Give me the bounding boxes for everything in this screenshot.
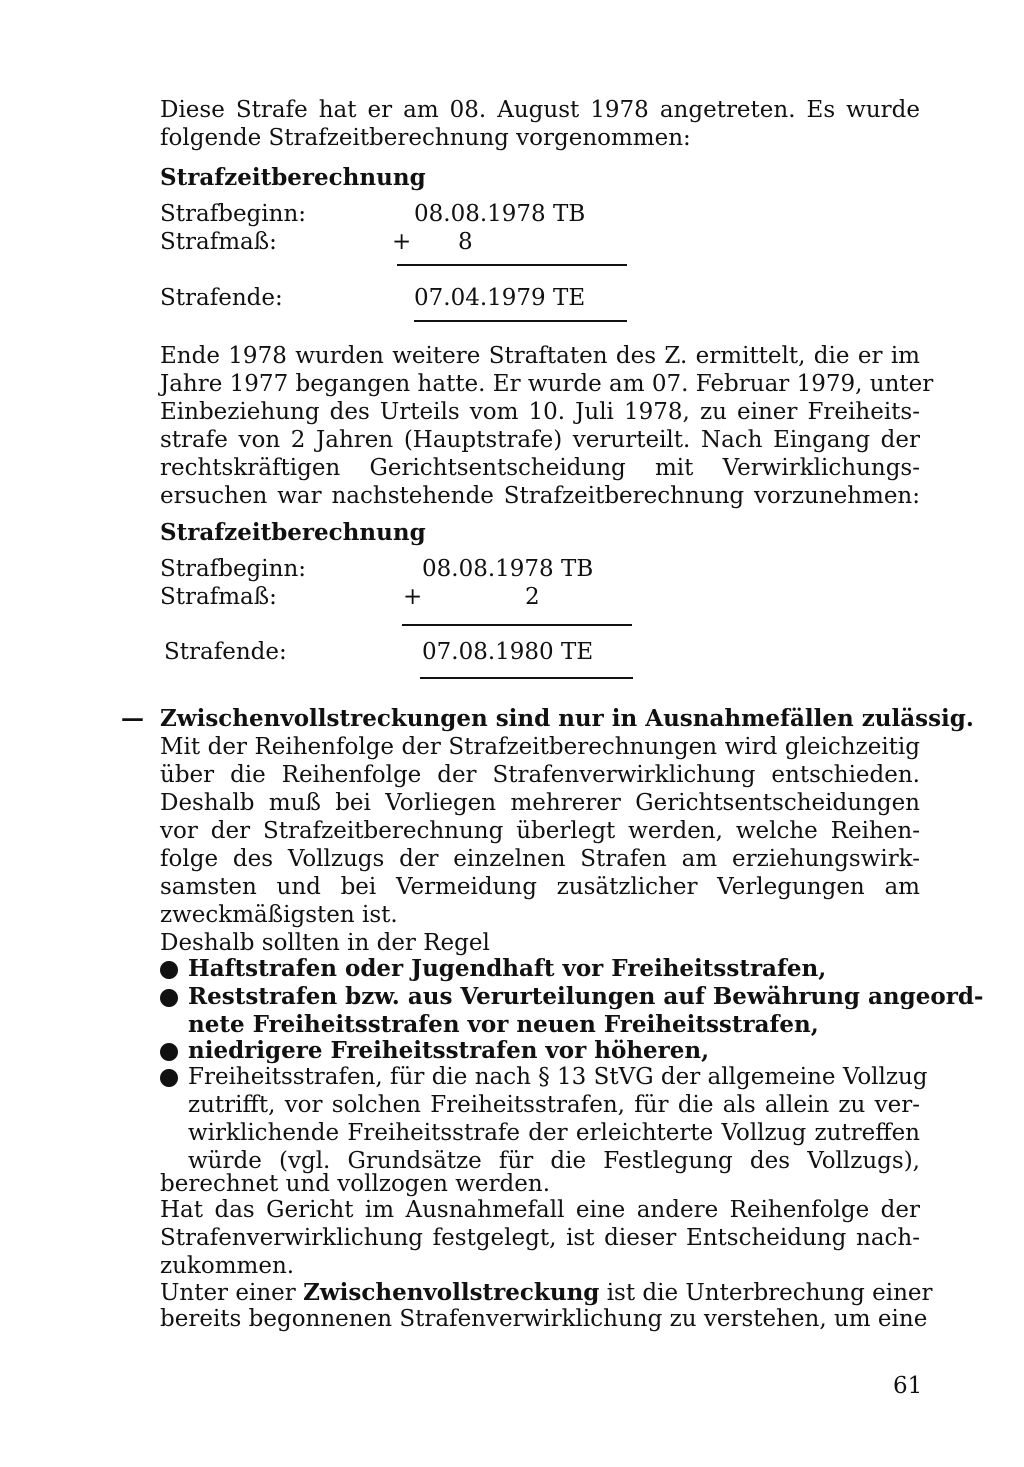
calc2-end-value: 07.08.1980 TE (422, 639, 594, 665)
para2-line-6: ersuchen war nachstehende Strafzeitberechnung vorzunehmen: (160, 483, 920, 509)
bullet-dot-2 (160, 989, 178, 1007)
bullet-4-line-1: Freiheitsstrafen, für die nach § 13 StVG der allgemeine Vollzug (188, 1064, 928, 1090)
calc1-rule-top (397, 264, 627, 266)
section-heading: Zwischenvollstreckungen sind nur in Ausnahmefällen zulässig. (160, 705, 974, 732)
last-bold-term: Zwischenvollstreckung (303, 1279, 600, 1306)
last-prefix: Unter einer (160, 1280, 296, 1306)
section-line-7: zweckmäßigsten ist. (160, 902, 398, 928)
bullet-2-line-1: Reststrafen bzw. aus Verurteilungen auf Bewährung angeord- (188, 983, 984, 1010)
section-line-1: Mit der Reihenfolge der Strafzeitberechnungen wird gleichzeitig (160, 734, 920, 760)
calc2-measure-value: 2 (525, 584, 540, 610)
calc1-end-label: Strafende: (160, 285, 283, 311)
calc1-measure-label: Strafmaß: (160, 229, 277, 255)
bullet-4-line-2: zutrifft, vor solchen Freiheitsstrafen, für die als allein zu ver- (188, 1092, 920, 1118)
para2-line-2: Jahre 1977 begangen hatte. Er wurde am 07. Februar 1979, unter (160, 371, 934, 397)
section-line-5: folge des Vollzugs der einzelnen Strafen am erziehungswirk- (160, 846, 920, 872)
para2-line-5: rechtskräftigen Gerichtsentscheidung mit Verwirklichungs- (160, 455, 920, 481)
calc1-measure-plus: + (392, 229, 412, 255)
section-dash: — (121, 705, 144, 732)
section-lead: Deshalb sollten in der Regel (160, 930, 490, 956)
section-line-2: über die Reihenfolge der Strafenverwirklichung entschieden. (160, 762, 920, 788)
section-final-line: bereits begonnenen Strafenverwirklichung zu verstehen, um eine (160, 1306, 928, 1332)
intro-line-2: folgende Strafzeitberechnung vorgenommen: (160, 125, 691, 151)
bullet-4-line-4: würde (vgl. Grundsätze für die Festlegung des Vollzugs), (188, 1148, 920, 1174)
bullet-dot-1 (160, 961, 178, 979)
calc2-start-value: 08.08.1978 TB (422, 556, 594, 582)
calc2-rule-bottom (420, 677, 633, 679)
calc1-start-value: 08.08.1978 TB (414, 201, 586, 227)
calc2-measure-label: Strafmaß: (160, 584, 277, 610)
intro-line-1: Diese Strafe hat er am 08. August 1978 angetreten. Es wurde (160, 97, 920, 123)
page-number: 61 (893, 1373, 923, 1399)
calc1-end-value: 07.04.1979 TE (414, 285, 586, 311)
calc1-rule-bottom (414, 320, 627, 322)
bullet-dot-3 (160, 1043, 178, 1061)
calc2-rule-top (402, 624, 632, 626)
section-para-line-2: Strafenverwirklichung festgelegt, ist dieser Entscheidung nach- (160, 1225, 920, 1251)
bullet-4-line-3: wirklichende Freiheitsstrafe der erleichterte Vollzug zutreffen (188, 1120, 920, 1146)
para2-line-4: strafe von 2 Jahren (Hauptstrafe) verurteilt. Nach Eingang der (160, 427, 920, 453)
calc1-measure-value: 8 (458, 229, 473, 255)
calc2-heading: Strafzeitberechnung (160, 519, 426, 546)
calc1-heading: Strafzeitberechnung (160, 164, 426, 191)
section-line-3: Deshalb muß bei Vorliegen mehrerer Gerichtsentscheidungen (160, 790, 920, 816)
last-suffix: ist die Unterbrechung einer (606, 1280, 933, 1306)
calc1-start-label: Strafbeginn: (160, 201, 307, 227)
bullet-1-line-1: Haftstrafen oder Jugendhaft vor Freiheitsstrafen, (188, 955, 827, 982)
bullet-3-line-1: niedrigere Freiheitsstrafen vor höheren, (188, 1037, 710, 1064)
para2-line-3: Einbeziehung des Urteils vom 10. Juli 1978, zu einer Freiheits- (160, 399, 920, 425)
para2-line-1: Ende 1978 wurden weitere Straftaten des Z. ermittelt, die er im (160, 343, 920, 369)
section-line-4: vor der Strafzeitberechnung überlegt werden, welche Reihen- (160, 818, 920, 844)
calc2-measure-plus: + (403, 584, 423, 610)
section-para-line-1: Hat das Gericht im Ausnahmefall eine andere Reihenfolge der (160, 1197, 920, 1223)
section-last-line (160, 1279, 933, 1307)
calc2-end-label: Strafende: (164, 639, 287, 665)
calc2-start-label: Strafbeginn: (160, 556, 307, 582)
section-para-line-3: zukommen. (160, 1253, 295, 1279)
bullet-2-line-2: nete Freiheitsstrafen vor neuen Freiheitsstrafen, (188, 1011, 819, 1038)
section-line-6: samsten und bei Vermeidung zusätzlicher Verlegungen am (160, 874, 920, 900)
bullet-dot-4 (160, 1069, 178, 1087)
section-after: berechnet und vollzogen werden. (160, 1171, 551, 1197)
